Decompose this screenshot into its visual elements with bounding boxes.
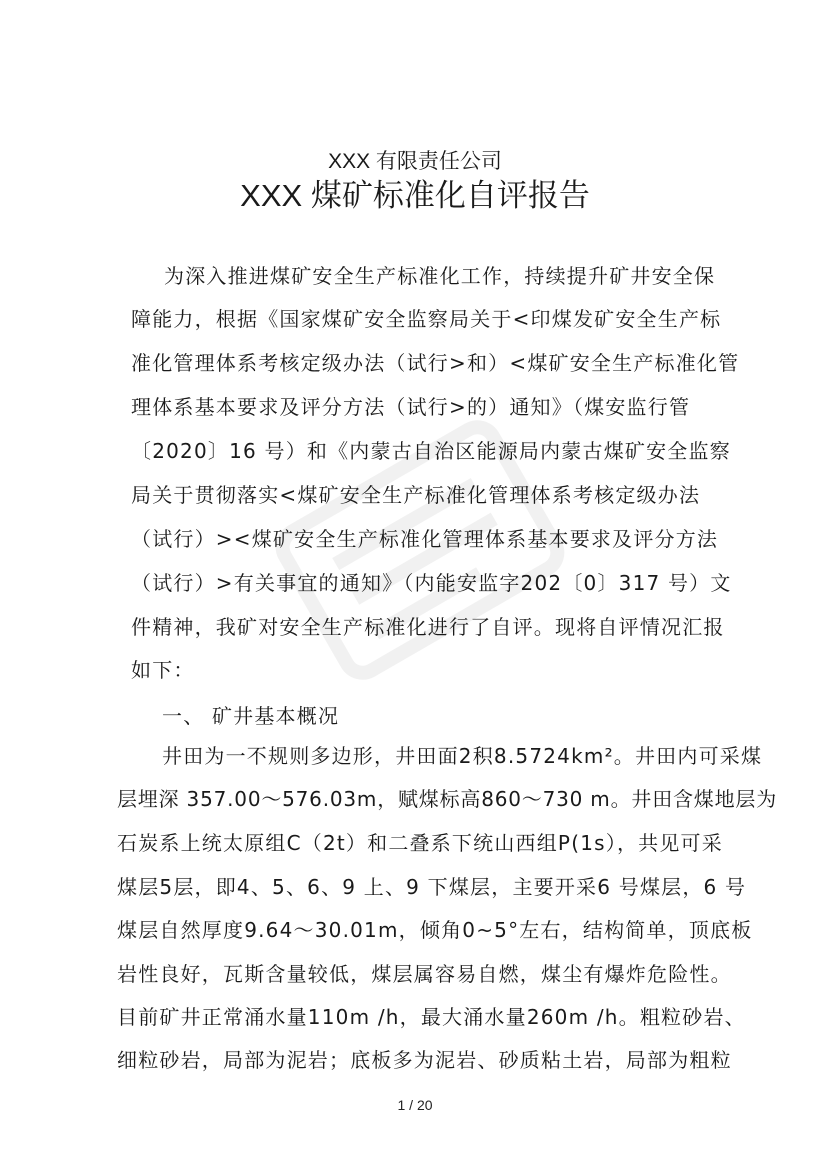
body-line-13: 层埋深 357.00～576.03m，赋煤标高860～730 m。井田含煤地层为 (117, 787, 777, 811)
body-line-19: 细粒砂岩，局部为泥岩；底板多为泥岩、砂质粘土岩，局部为粗粒 (117, 1048, 732, 1072)
body-line-1: 为深入推进煤矿安全生产标准化工作，持续提升矿井安全保 (164, 264, 716, 288)
body-line-4: 理体系基本要求及评分方法（试行>的）通知》（煤安监行管 (131, 395, 691, 419)
report-title: XXX 煤矿标准化自评报告 (240, 178, 590, 213)
section-heading: 一、 矿井基本概况 (162, 704, 340, 728)
body-line-9: 件精神，我矿对安全生产标准化进行了自评。现将自评情况汇报 (131, 615, 725, 639)
body-line-2: 障能力，根据《国家煤矿安全监察局关于<印煤发矿安全生产标 (131, 307, 722, 331)
body-line-18: 目前矿井正常涌水量110m /h，最大涌水量260m /h。粗粒砂岩、 (117, 1005, 746, 1029)
body-line-7: （试行）><煤矿安全生产标准化管理体系基本要求及评分方法 (131, 527, 719, 551)
body-line-16: 煤层自然厚度9.64～30.01m，倾角0~5°左右，结构简单，顶底板 (117, 918, 753, 942)
body-line-5: 〔2020〕16 号）和《内蒙古自治区能源局内蒙古煤矿安全监察 (131, 439, 731, 463)
page-number: 1 / 20 (397, 1097, 433, 1113)
body-line-6: 局关于贯彻落实<煤矿安全生产标准化管理体系考核定级办法 (131, 483, 701, 507)
body-line-10: 如下： (131, 658, 195, 682)
body-line-8: （试行）>有关事宜的通知》（内能安监字202〔0〕317 号）文 (131, 571, 732, 595)
body-line-12: 井田为一不规则多边形，井田面2积8.5724km²。井田内可采煤 (162, 744, 763, 768)
body-line-3: 准化管理体系考核定级办法（试行>和）<煤矿安全生产标准化管 (131, 351, 740, 375)
company-name: XXX 有限责任公司 (328, 150, 502, 173)
body-line-14: 石炭系上统太原组C（2t）和二叠系下统山西组P(1s），共见可采 (117, 831, 723, 855)
body-line-17: 岩性良好，瓦斯含量较低，煤层属容易自燃，煤尘有爆炸危险性。 (117, 962, 732, 986)
body-line-15: 煤层5层，即4、5、6、9 上、9 下煤层，主要开采6 号煤层，6 号 (117, 875, 747, 899)
